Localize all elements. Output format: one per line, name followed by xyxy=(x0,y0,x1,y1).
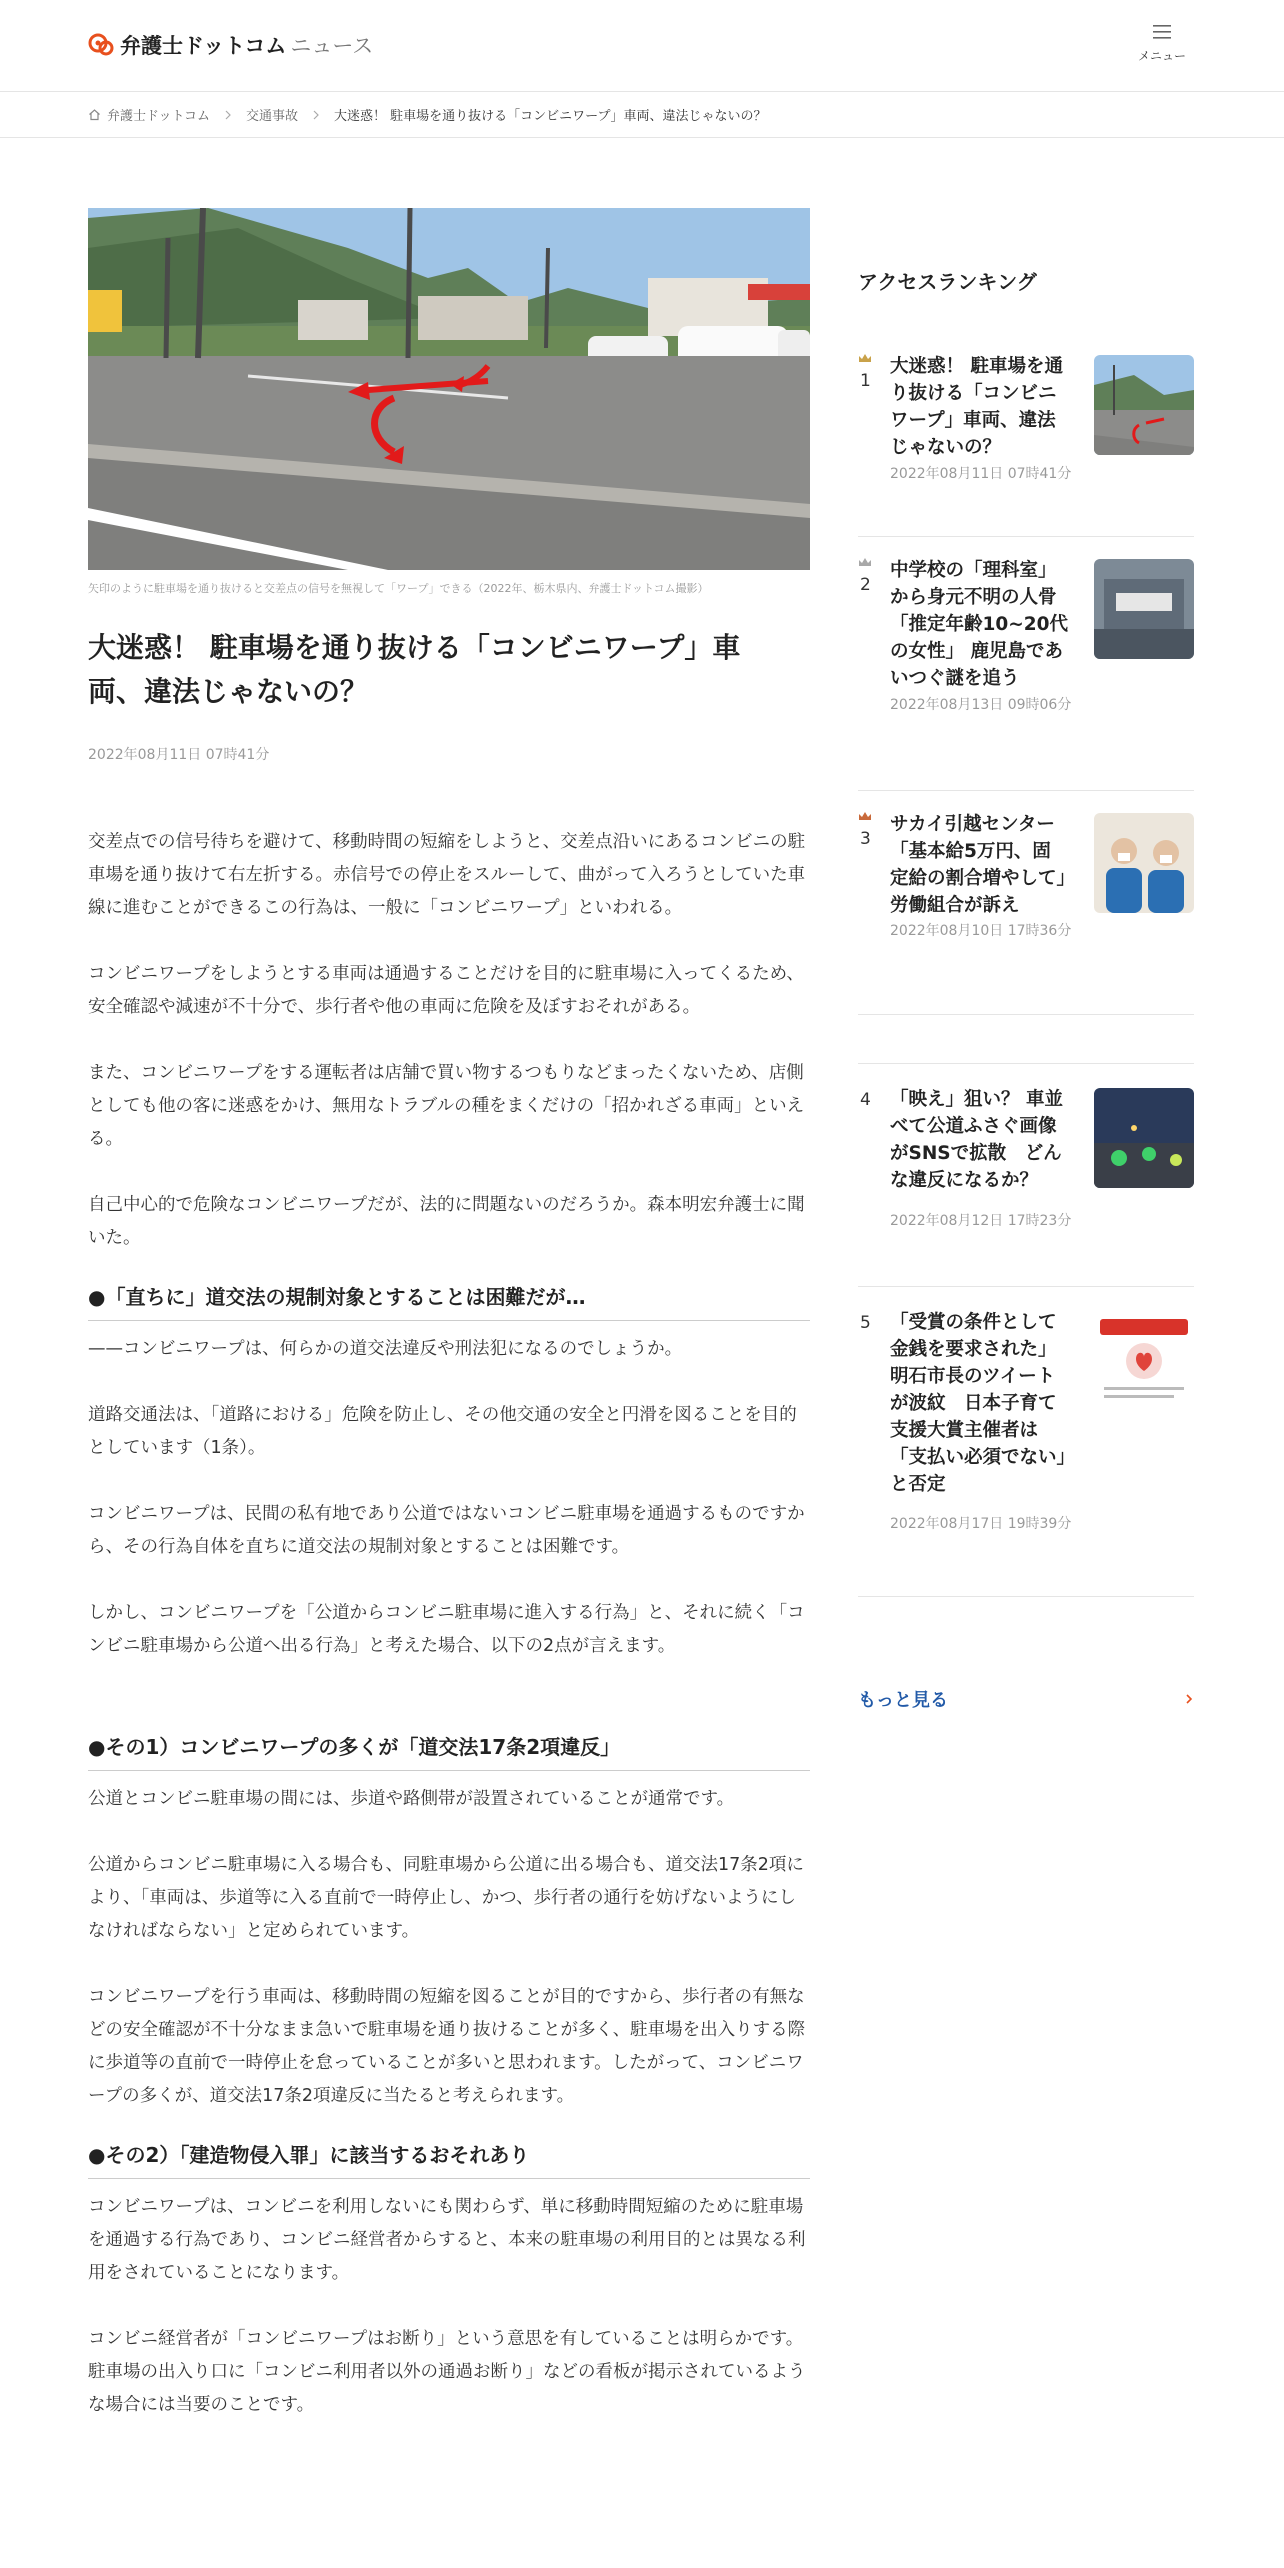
ranking-item-title: サカイ引越センター「基本給5万円、固定給の割合増やして」労働組合が訴え xyxy=(890,814,1066,916)
rank-number: 4 xyxy=(860,1090,871,1110)
breadcrumb-current: 大迷惑！ 駐車場を通り抜ける「コンビニワープ」車両、違法じゃないの？ xyxy=(333,109,767,124)
ranking-item-title: 「受賞の条件として金銭を要求された」明石市長のツイートが波紋 日本子育て支援大賞主催者は「支払い必須でない」と否定 xyxy=(890,1312,1066,1495)
body-paragraph: しかし、コンビニワープを「公道からコンビニ駐車場に進入する行為」と、それに続く「コンビニ駐車場から公道へ出る行為」と考えた場合、以下の2点が言えます。 xyxy=(88,1603,805,1656)
ranking-list xyxy=(858,333,1194,1597)
ranking-item-title: 中学校の「理科室」から身元不明の人骨「推定年齢10~20代の女性」 鹿児島であいつぐ謎を追う xyxy=(890,560,1068,689)
body-paragraph: 道路交通法は、「道路における」危険を防止し、その他交通の安全と円滑を図ることを目的としています（1条）。 xyxy=(88,1405,797,1458)
rank-number: 2 xyxy=(860,575,871,595)
ranking-item-title: 大迷惑！ 駐車場を通り抜ける「コンビニワープ」車両、違法じゃないの？ xyxy=(890,356,1063,458)
rank-number: 3 xyxy=(860,829,871,849)
crown-gold-icon xyxy=(858,353,872,363)
ranking-item-4[interactable] xyxy=(858,1063,1194,1287)
ranking-item-1[interactable] xyxy=(858,333,1194,537)
ranking-item-date: 2022年08月11日 07時41分 xyxy=(890,466,1072,482)
logo-mark-icon xyxy=(88,32,114,58)
chevron-right-icon xyxy=(310,109,322,121)
article-hero-image xyxy=(88,208,810,570)
section-heading-1: ●「直ちに」道交法の規制対象とすることは困難だが… xyxy=(88,1281,810,1321)
site-logo[interactable] xyxy=(88,28,373,62)
chevron-right-icon xyxy=(1184,1692,1194,1706)
crown-bronze-icon xyxy=(858,811,872,821)
crown-silver-icon xyxy=(858,557,872,567)
ranking-item-thumbnail xyxy=(1094,1088,1194,1188)
menu-button[interactable] xyxy=(1130,20,1194,72)
logo-sub-text: ニュース xyxy=(290,34,374,58)
ranking-item-date: 2022年08月10日 17時36分 xyxy=(890,923,1072,939)
article-date: 2022年08月11日 07時41分 xyxy=(88,747,270,763)
ranking-item-thumbnail xyxy=(1094,559,1194,659)
ranking-item-thumbnail xyxy=(1094,355,1194,455)
ranking-item-thumbnail xyxy=(1094,1311,1194,1411)
breadcrumb-home-link[interactable]: 弁護士ドットコム xyxy=(107,109,210,124)
logo-main-text: 弁護士ドットコム xyxy=(120,34,287,58)
ranking-item-date: 2022年08月13日 09時06分 xyxy=(890,697,1072,713)
section-heading-3: ●その2）「建造物侵入罪」に該当するおそれあり xyxy=(88,2139,810,2179)
ranking-item-3[interactable] xyxy=(858,791,1194,1015)
body-paragraph: 自己中心的で危険なコンビニワープだが、法的に問題ないのだろうか。森本明宏弁護士に聞いた。 xyxy=(88,1195,805,1248)
menu-label: メニュー xyxy=(1137,49,1186,63)
article-title: 大迷惑！ 駐車場を通り抜ける「コンビニワープ」車両、違法じゃないの？ xyxy=(88,631,741,708)
hamburger-icon xyxy=(1151,24,1173,40)
access-ranking xyxy=(858,266,1194,1711)
body-paragraph: コンビニワープは、コンビニを利用しないにも関わらず、単に移動時間短縮のために駐車場を通過する行為であり、コンビニ経営者からすると、本来の駐車場の利用目的とは異なる利用をされていることになります。 xyxy=(88,2197,806,2283)
ranking-item-5[interactable] xyxy=(858,1287,1194,1597)
breadcrumb xyxy=(0,92,1284,138)
site-header xyxy=(0,0,1284,92)
body-paragraph: 公道からコンビニ駐車場に入る場合も、同駐車場から公道に出る場合も、道交法17条2項により、「車両は、歩道等に入る直前で一時停止し、かつ、歩行者の通行を妨げないようにしなければならない」と定められています。 xyxy=(88,1855,804,1941)
body-paragraph: コンビニワープをしようとする車両は通過することだけを目的に駐車場に入ってくるため、安全確認や減速が不十分で、歩行者や他の車両に危険を及ぼすおそれがある。 xyxy=(88,964,804,1017)
article-main xyxy=(88,208,810,2455)
ranking-title: アクセスランキング xyxy=(858,270,1037,294)
more-ranking-link[interactable] xyxy=(858,1686,1194,1714)
rank-number: 1 xyxy=(860,371,871,391)
body-paragraph: コンビニワープを行う車両は、移動時間の短縮を図ることが目的ですから、歩行者の有無などの安全確認が不十分なまま急いで駐車場を通り抜けることが多く、駐車場を出入りする際に歩道等の直前で一時停止を怠っていることが多いと思われます。したがって、コンビニワープの多くが、道交法17条2項違反に当たると考えられます。 xyxy=(88,1987,806,2106)
body-paragraph: コンビニ経営者が「コンビニワープはお断り」という意思を有していることは明らかです。駐車場の出入り口に「コンビニ利用者以外の通過お断り」などの看板が掲示されているような場合には当要のことです。 xyxy=(88,2329,806,2415)
body-paragraph: また、コンビニワープをする運転者は店舗で買い物するつもりなどまったくないため、店側としても他の客に迷惑をかけ、無用なトラブルの種をまくだけの「招かれざる車両」といえる。 xyxy=(88,1063,805,1149)
article-body xyxy=(88,826,810,2422)
ranking-item-thumbnail xyxy=(1094,813,1194,913)
section-heading-2: ●その1）コンビニワープの多くが「道交法17条2項違反」 xyxy=(88,1731,810,1771)
body-paragraph: 公道とコンビニ駐車場の間には、歩道や路側帯が設置されていることが通常です。 xyxy=(88,1789,735,1809)
ranking-item-title: 「映え」狙い？ 車並べて公道ふさぐ画像がSNSで拡散 どんな違反になるか？ xyxy=(890,1089,1063,1191)
hero-photo xyxy=(88,208,810,570)
chevron-right-icon xyxy=(222,109,234,121)
ranking-item-date: 2022年08月17日 19時39分 xyxy=(890,1516,1072,1532)
body-paragraph: ——コンビニワープは、何らかの道交法違反や刑法犯になるのでしょうか。 xyxy=(88,1339,683,1359)
hero-caption: 矢印のように駐車場を通り抜けると交差点の信号を無視して「ワープ」できる（2022年、栃木県内、弁護士ドットコム撮影） xyxy=(88,582,709,595)
more-link-label: もっと見る xyxy=(858,1690,948,1711)
ranking-item-2[interactable] xyxy=(858,537,1194,791)
breadcrumb-category-link[interactable]: 交通事故 xyxy=(245,109,298,124)
rank-number: 5 xyxy=(860,1313,871,1333)
home-icon xyxy=(88,108,101,121)
body-paragraph: コンビニワープは、民間の私有地であり公道ではないコンビニ駐車場を通過するものですから、その行為自体を直ちに道交法の規制対象とすることは困難です。 xyxy=(88,1504,805,1557)
ranking-item-date: 2022年08月12日 17時23分 xyxy=(890,1213,1072,1229)
body-paragraph: 交差点での信号待ちを避けて、移動時間の短縮をしようと、交差点沿いにあるコンビニの駐車場を通り抜けて右左折する。赤信号での停止をスルーして、曲がって入ろうとしていた車線に進むことができるこの行為は、一般に「コンビニワープ」といわれる。 xyxy=(88,832,806,918)
